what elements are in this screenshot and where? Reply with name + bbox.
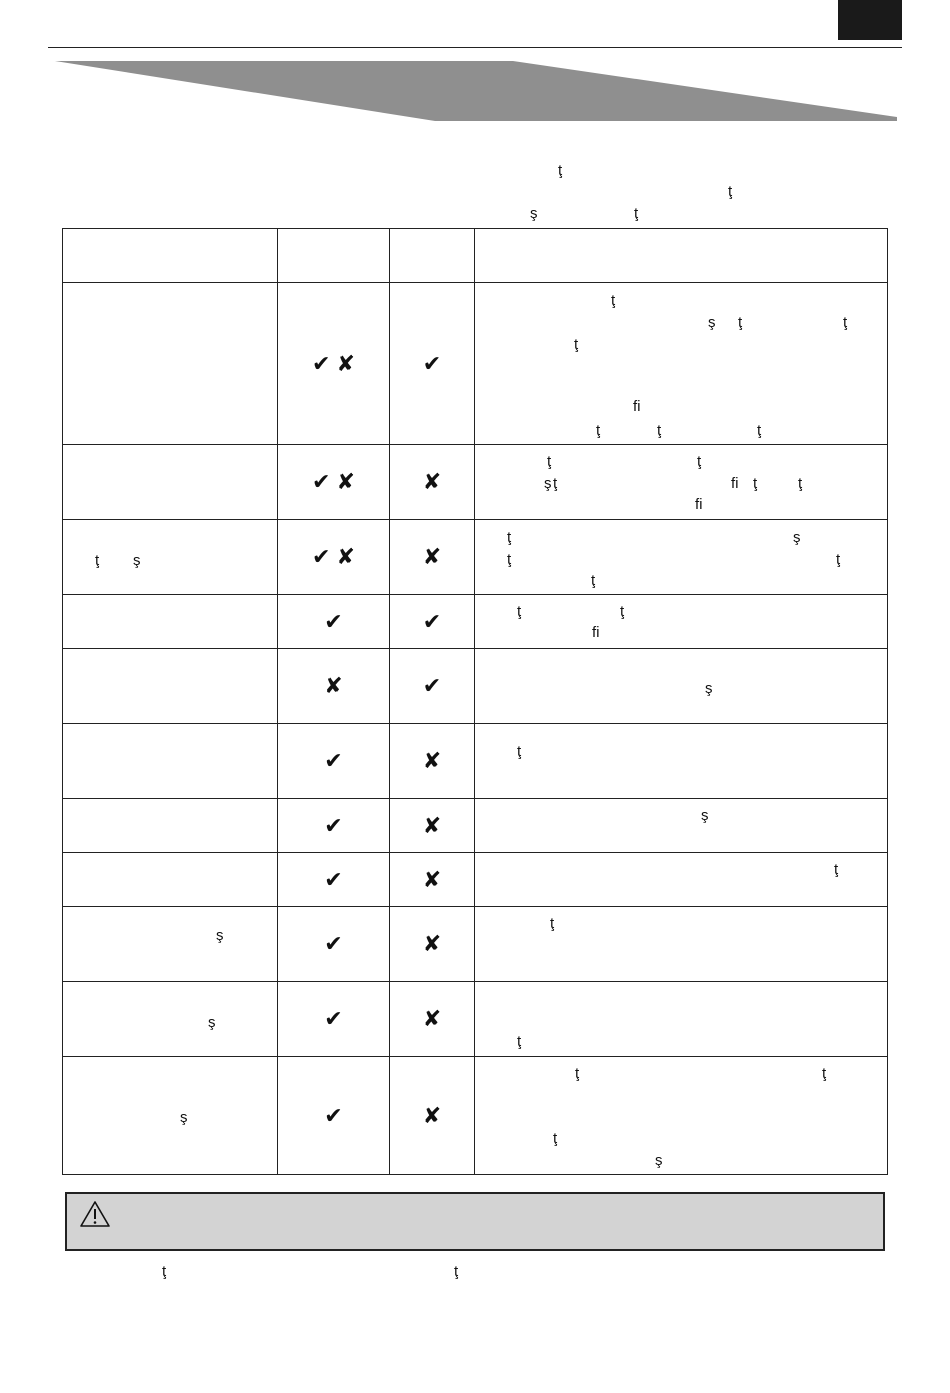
header-cell <box>278 229 390 283</box>
feature-glyph: ş <box>216 927 224 944</box>
footer-glyph: ţ <box>162 1263 167 1280</box>
feature-glyph: ş <box>208 1014 216 1031</box>
mark-cell: ✔ <box>278 724 390 799</box>
table-row <box>63 445 888 520</box>
desc-glyph: ţ <box>507 529 512 546</box>
feature-glyph: ş <box>180 1109 188 1126</box>
feature-cell <box>63 1057 278 1175</box>
description-cell <box>475 649 888 724</box>
desc-glyph: ţ <box>697 453 702 470</box>
desc-glyph: ş <box>544 475 552 492</box>
desc-glyph: ţ <box>553 475 558 492</box>
mark-cell: ✔ <box>278 595 390 649</box>
desc-glyph: ţ <box>798 475 803 492</box>
desc-glyph: ţ <box>611 292 616 309</box>
table-row <box>63 799 888 853</box>
desc-glyph: ţ <box>738 314 743 331</box>
feature-cell <box>63 724 278 799</box>
desc-glyph: ţ <box>553 1130 558 1147</box>
mark-cell: ✔ ✘ <box>278 445 390 520</box>
desc-glyph: ş <box>701 807 709 824</box>
mark-cell: ✘ <box>390 853 475 907</box>
footer-glyph: ţ <box>454 1263 459 1280</box>
desc-glyph: ţ <box>517 603 522 620</box>
intro-glyph: ţ <box>558 162 563 179</box>
feature-cell <box>63 595 278 649</box>
feature-cell <box>63 283 278 445</box>
desc-glyph: ţ <box>547 453 552 470</box>
table-row <box>63 595 888 649</box>
description-cell <box>475 520 888 595</box>
description-cell <box>475 283 888 445</box>
desc-glyph: ş <box>655 1152 663 1169</box>
feature-glyph: ş <box>133 552 141 569</box>
mark-cell: ✘ <box>390 907 475 982</box>
desc-glyph: ﬁ <box>633 398 641 415</box>
desc-glyph: ţ <box>836 551 841 568</box>
feature-cell <box>63 853 278 907</box>
desc-glyph: ţ <box>517 1033 522 1050</box>
desc-glyph: ţ <box>574 336 579 353</box>
desc-glyph: ţ <box>596 422 601 439</box>
feature-cell <box>63 520 278 595</box>
table-row <box>63 982 888 1057</box>
description-cell <box>475 445 888 520</box>
table-row <box>63 1057 888 1175</box>
desc-glyph: ﬁ <box>695 496 703 513</box>
feature-cell <box>63 982 278 1057</box>
description-cell <box>475 1057 888 1175</box>
desc-glyph: ş <box>793 529 801 546</box>
table-row <box>63 649 888 724</box>
mark-cell: ✔ <box>278 853 390 907</box>
table-row <box>63 520 888 595</box>
mark-cell: ✘ <box>390 724 475 799</box>
desc-glyph: ţ <box>575 1065 580 1082</box>
mark-cell: ✘ <box>278 649 390 724</box>
mark-cell: ✘ <box>390 1057 475 1175</box>
mark-cell: ✔ <box>278 907 390 982</box>
desc-glyph: ţ <box>591 572 596 589</box>
description-cell <box>475 799 888 853</box>
intro-text <box>0 0 950 230</box>
mark-cell: ✔ ✘ <box>278 520 390 595</box>
desc-glyph: ţ <box>517 743 522 760</box>
mark-cell: ✘ <box>390 799 475 853</box>
table-row <box>63 907 888 982</box>
table-row <box>63 283 888 445</box>
mark-cell: ✔ <box>390 595 475 649</box>
warning-box <box>65 1192 885 1251</box>
feature-cell <box>63 445 278 520</box>
description-cell <box>475 595 888 649</box>
desc-glyph: ţ <box>507 551 512 568</box>
mark-cell: ✔ <box>390 649 475 724</box>
description-cell <box>475 724 888 799</box>
mark-cell: ✘ <box>390 982 475 1057</box>
desc-glyph: ţ <box>620 603 625 620</box>
desc-glyph: ţ <box>757 422 762 439</box>
warning-triangle-icon <box>79 1200 111 1228</box>
table-row <box>63 724 888 799</box>
description-cell <box>475 982 888 1057</box>
mark-cell: ✘ <box>390 445 475 520</box>
feature-table <box>62 228 888 1175</box>
desc-glyph: ţ <box>834 861 839 878</box>
desc-glyph: ş <box>708 314 716 331</box>
intro-glyph: ş <box>530 205 538 222</box>
desc-glyph: ţ <box>550 915 555 932</box>
desc-glyph: ş <box>705 680 713 697</box>
desc-glyph: ﬁ <box>731 475 739 492</box>
header-cell <box>475 229 888 283</box>
description-cell <box>475 853 888 907</box>
desc-glyph: ţ <box>753 475 758 492</box>
table-header-row <box>63 229 888 283</box>
intro-glyph: ţ <box>634 205 639 222</box>
feature-glyph: ţ <box>95 552 100 569</box>
header-cell <box>63 229 278 283</box>
mark-cell: ✔ ✘ <box>278 283 390 445</box>
mark-cell: ✔ <box>278 982 390 1057</box>
desc-glyph: ţ <box>657 422 662 439</box>
mark-cell: ✘ <box>390 520 475 595</box>
mark-cell: ✔ <box>278 799 390 853</box>
table-row <box>63 853 888 907</box>
intro-glyph: ţ <box>728 183 733 200</box>
desc-glyph: ţ <box>822 1065 827 1082</box>
header-cell <box>390 229 475 283</box>
feature-cell <box>63 799 278 853</box>
desc-glyph: ﬁ <box>592 624 600 641</box>
feature-cell <box>63 649 278 724</box>
mark-cell: ✔ <box>278 1057 390 1175</box>
description-cell <box>475 907 888 982</box>
mark-cell: ✔ <box>390 283 475 445</box>
desc-glyph: ţ <box>843 314 848 331</box>
feature-cell <box>63 907 278 982</box>
